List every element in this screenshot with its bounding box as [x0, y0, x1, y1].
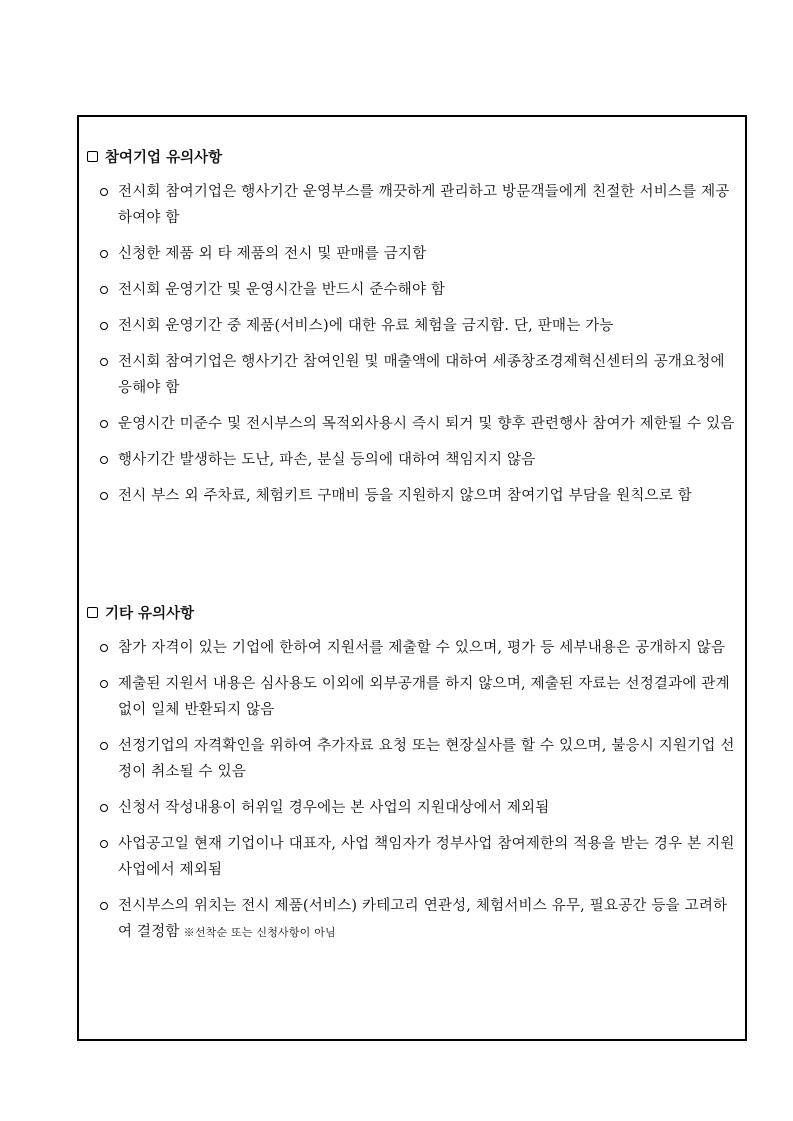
note-text: ※선착순 또는 신청사항이 아님 [183, 926, 336, 939]
section-heading [87, 603, 739, 621]
notice-list [87, 179, 739, 509]
list-item [87, 831, 739, 883]
circle-bullet-icon [100, 250, 108, 258]
list-item [87, 411, 739, 437]
list-item [87, 795, 739, 821]
item-text: 제출된 지원서 내용은 심사용도 이외에 외부공개를 하지 않으며, 제출된 자료는 선정결과에 관계없이 일체 반환되지 않음 [118, 676, 730, 718]
circle-bullet-icon [100, 188, 108, 196]
section-title: 기타 유의사항 [105, 604, 195, 622]
circle-bullet-icon [100, 644, 108, 652]
item-text: 전시회 참여기업은 행사기간 운영부스를 깨끗하게 관리하고 방문객들에게 친절한 서비스를 제공하여야 함 [118, 184, 730, 226]
item-text: 사업공고일 현재 기업이나 대표자, 사업 책임자가 정부사업 참여제한의 적용을 받는 경우 본 지원사업에서 제외됨 [118, 836, 735, 878]
notice-frame [77, 115, 747, 1041]
item-text: 신청서 작성내용이 허위일 경우에는 본 사업의 지원대상에서 제외됨 [118, 800, 550, 816]
list-item [87, 349, 739, 401]
circle-bullet-icon [100, 358, 108, 366]
other-notice-section [87, 603, 739, 956]
circle-bullet-icon [100, 492, 108, 500]
circle-bullet-icon [100, 804, 108, 812]
list-item [87, 179, 739, 231]
square-bullet-icon [87, 607, 98, 618]
square-bullet-icon [87, 151, 98, 162]
item-text: 선정기업의 자격확인을 위하여 추가자료 요청 또는 현장실사를 할 수 있으며, 불응시 지원기업 선정이 취소될 수 있음 [118, 738, 735, 780]
item-text: 참가 자격이 있는 기업에 한하여 지원서를 제출할 수 있으며, 평가 등 세부내용은 공개하지 않음 [118, 640, 726, 656]
circle-bullet-icon [100, 840, 108, 848]
list-item [87, 483, 739, 509]
circle-bullet-icon [100, 902, 108, 910]
list-item [87, 671, 739, 723]
section-heading [87, 147, 739, 165]
item-text: 신청한 제품 외 타 제품의 전시 및 판매를 금지함 [118, 246, 427, 262]
item-text: 운영시간 미준수 및 전시부스의 목적외사용시 즉시 퇴거 및 향후 관련행사 참여가 제한될 수 있음 [118, 416, 735, 432]
circle-bullet-icon [100, 456, 108, 464]
item-text: 전시부스의 위치는 전시 제품(서비스) 카테고리 연관성, 체험서비스 유무, 필요공간 등을 고려하여 결정함 [118, 898, 728, 940]
circle-bullet-icon [100, 286, 108, 294]
list-item [87, 313, 739, 339]
item-text: 전시회 운영기간 및 운영시간을 반드시 준수해야 함 [118, 282, 446, 298]
list-item [87, 447, 739, 473]
list-item [87, 733, 739, 785]
participant-notice-section [87, 147, 739, 519]
circle-bullet-icon [100, 742, 108, 750]
notice-list [87, 635, 739, 946]
item-text: 전시회 참여기업은 행사기간 참여인원 및 매출액에 대하여 세종창조경제혁신센터의 공개요청에 응해야 함 [118, 354, 725, 396]
list-item [87, 241, 739, 267]
item-text: 전시 부스 외 주차료, 체험키트 구매비 등을 지원하지 않으며 참여기업 부담을 원칙으로 함 [118, 488, 692, 504]
item-text: 전시회 운영기간 중 제품(서비스)에 대한 유료 체험을 금지함. 단, 판매는 가능 [118, 318, 614, 334]
list-item [87, 893, 739, 946]
list-item [87, 277, 739, 303]
list-item [87, 635, 739, 661]
circle-bullet-icon [100, 420, 108, 428]
circle-bullet-icon [100, 322, 108, 330]
section-title: 참여기업 유의사항 [105, 148, 223, 166]
item-text: 행사기간 발생하는 도난, 파손, 분실 등의에 대하여 책임지지 않음 [118, 452, 536, 468]
circle-bullet-icon [100, 680, 108, 688]
